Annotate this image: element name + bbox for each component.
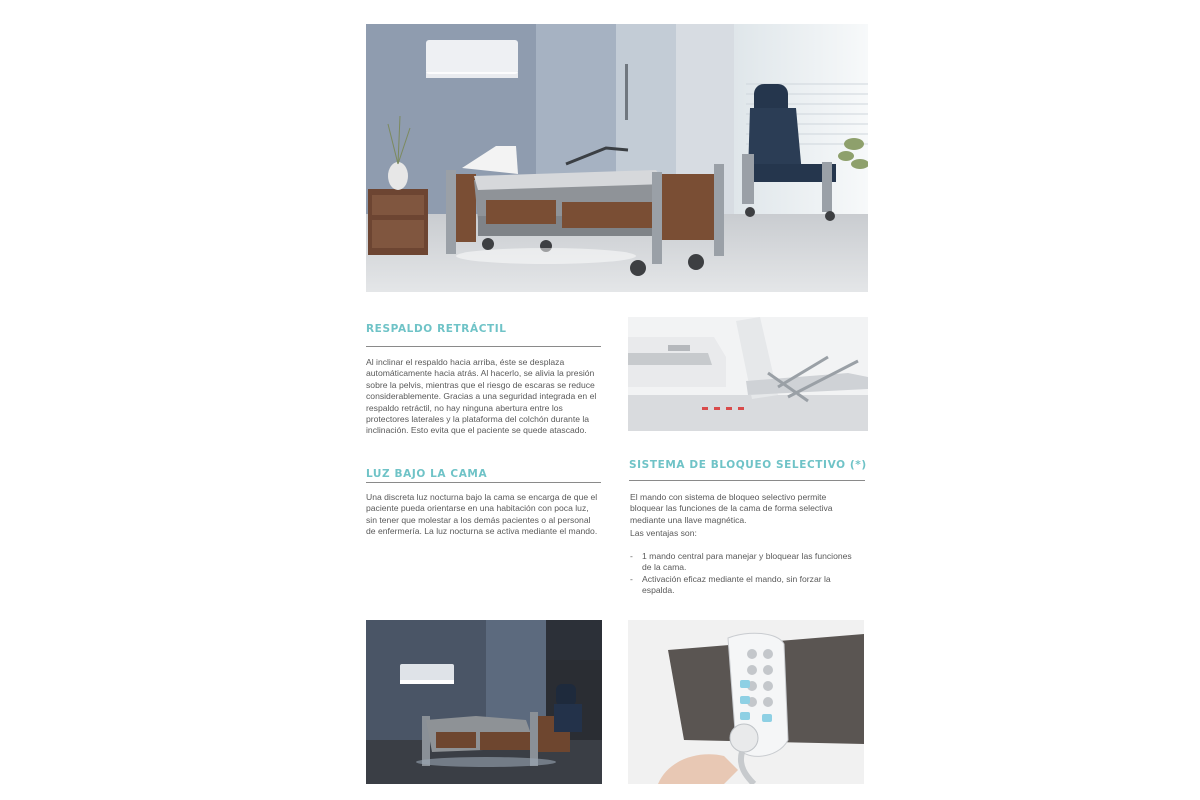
respaldo-heading-rule (366, 346, 601, 347)
hero-room-photo (366, 24, 868, 292)
backrest-mechanism-illustration (628, 317, 868, 431)
bloqueo-paragraph: El mando con sistema de bloqueo selectivo permite bloquear las funciones de la cama de forma selectiva mediante una llave magnética. (630, 492, 833, 525)
bloqueo-heading-rule (629, 480, 865, 481)
respaldo-heading: RESPALDO RETRÁCTIL (366, 323, 507, 335)
advantage-item: - Activación eficaz mediante el mando, sin forzar la espalda. (630, 574, 860, 597)
bloqueo-heading: SISTEMA DE BLOQUEO SELECTIVO (*) (629, 459, 867, 471)
backrest-mechanism-photo (628, 317, 868, 431)
remote-control-photo (628, 620, 864, 784)
night-room-photo (366, 620, 602, 784)
luz-heading-rule (366, 482, 601, 483)
respaldo-paragraph: Al inclinar el respaldo hacia arriba, éste se desplaza automáticamente hacia atrás. Al hacerlo, se alivia la presión sobre la pelvis, mientras que el riesgo de escaras se reduce considerablemente. Gracias a una seguridad integrada en el respaldo retráctil, no hay ninguna abertura entre los protectores laterales y la plataforma del colchón durante la inclinación. Esto evita que el paciente se quede atascado. (366, 357, 597, 436)
night-room-illustration (366, 620, 602, 784)
remote-control-illustration (628, 620, 864, 784)
hospital-room-illustration (366, 24, 868, 292)
bloqueo-advantages-list (630, 551, 860, 597)
advantage-item: - 1 mando central para manejar y bloquear las funciones de la cama. (630, 551, 860, 574)
luz-heading: LUZ BAJO LA CAMA (366, 468, 488, 480)
bloqueo-intro: Las ventajas son: (630, 528, 697, 538)
luz-paragraph: Una discreta luz nocturna bajo la cama se encarga de que el paciente pueda orientarse en una habitación con poca luz, sin tener que molestar a los demás pacientes o al personal de enfermería. La luz nocturna se activa mediante el mando. (366, 492, 598, 537)
